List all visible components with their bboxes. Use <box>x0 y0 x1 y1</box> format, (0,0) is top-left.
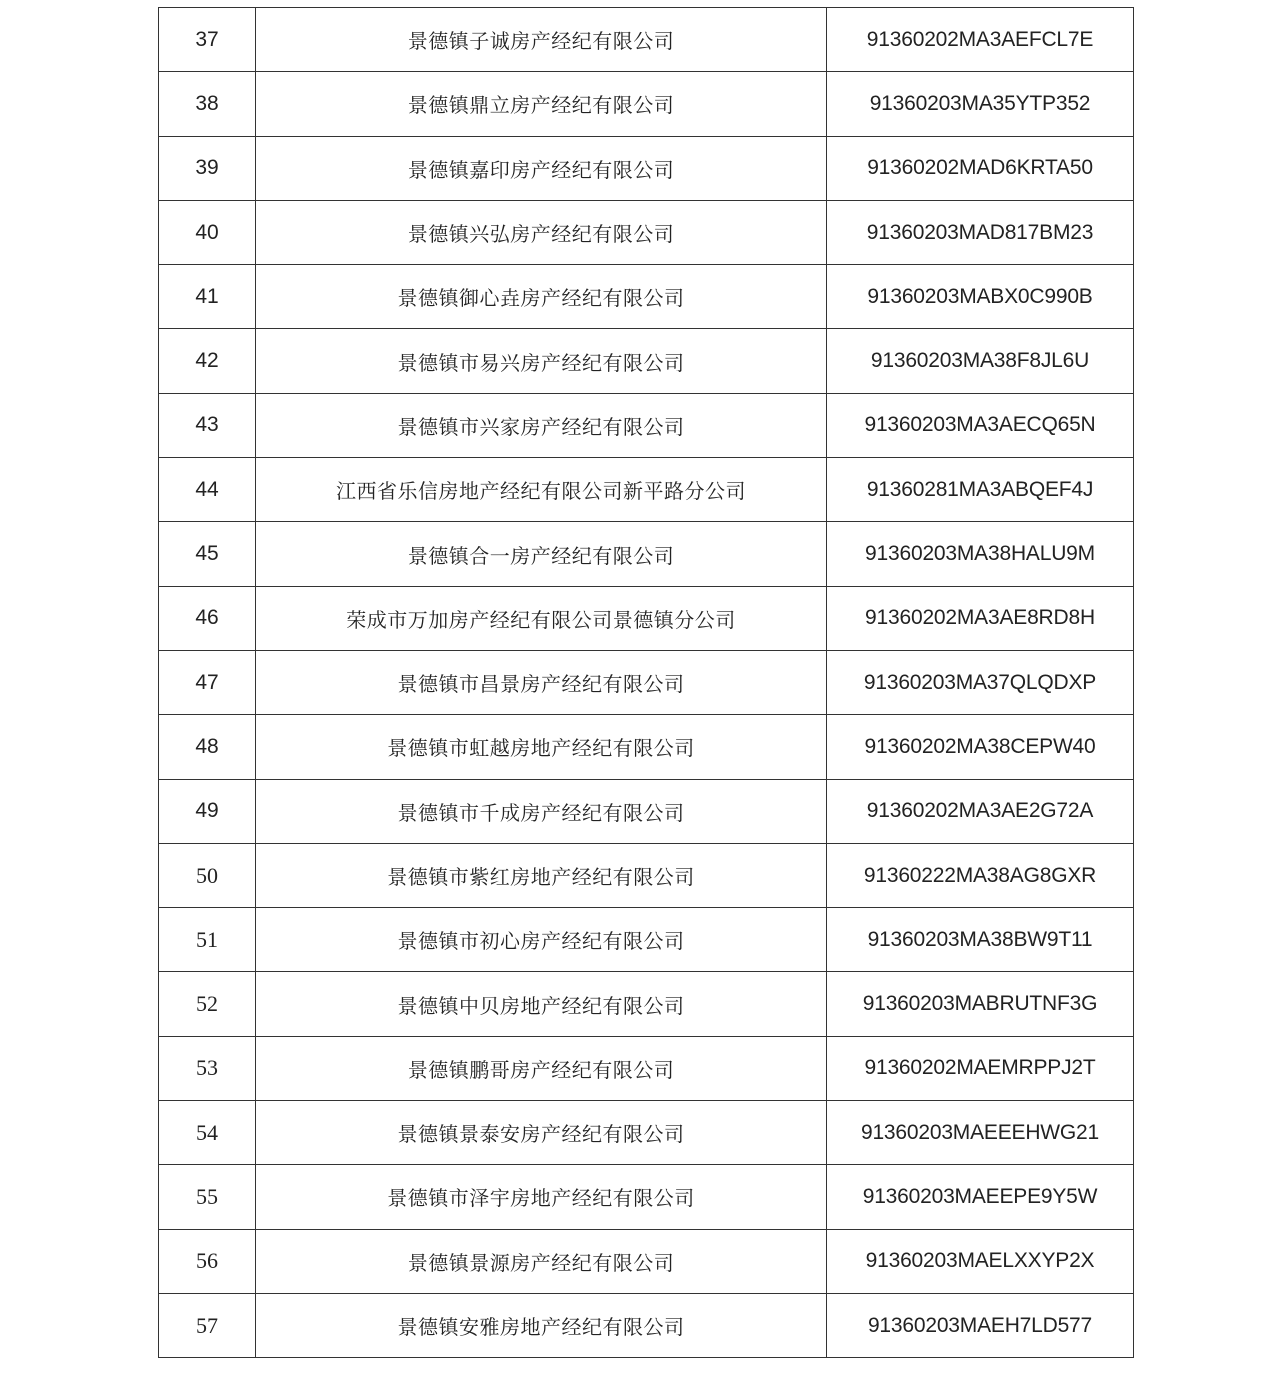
company-name-cell: 景德镇市泽宇房地产经纪有限公司 <box>256 1165 827 1229</box>
credit-code-cell: 91360203MA38BW9T11 <box>827 908 1134 972</box>
row-index-cell: 40 <box>159 200 256 264</box>
row-index-cell: 56 <box>159 1229 256 1293</box>
table-row <box>159 1165 1134 1229</box>
row-index-cell: 55 <box>159 1165 256 1229</box>
company-name-cell: 景德镇嘉印房产经纪有限公司 <box>256 136 827 200</box>
row-index-cell: 57 <box>159 1293 256 1357</box>
credit-code-cell: 91360222MA38AG8GXR <box>827 843 1134 907</box>
credit-code-cell: 91360203MAEEPE9Y5W <box>827 1165 1134 1229</box>
row-index-cell: 54 <box>159 1101 256 1165</box>
row-index-cell: 39 <box>159 136 256 200</box>
table-row <box>159 200 1134 264</box>
table-row <box>159 908 1134 972</box>
registry-table-container <box>158 7 1134 1358</box>
row-index-cell: 43 <box>159 393 256 457</box>
credit-code-cell: 91360203MA35YTP352 <box>827 72 1134 136</box>
company-name-cell: 荣成市万加房产经纪有限公司景德镇分公司 <box>256 586 827 650</box>
company-name-cell: 景德镇兴弘房产经纪有限公司 <box>256 200 827 264</box>
table-row <box>159 265 1134 329</box>
row-index-cell: 49 <box>159 779 256 843</box>
credit-code-cell: 91360281MA3ABQEF4J <box>827 458 1134 522</box>
company-name-cell: 景德镇市千成房产经纪有限公司 <box>256 779 827 843</box>
row-index-cell: 46 <box>159 586 256 650</box>
company-name-cell: 景德镇市兴家房产经纪有限公司 <box>256 393 827 457</box>
table-row <box>159 458 1134 522</box>
credit-code-cell: 91360202MA38CEPW40 <box>827 715 1134 779</box>
credit-code-cell: 91360203MABX0C990B <box>827 265 1134 329</box>
table-row <box>159 1101 1134 1165</box>
credit-code-cell: 91360202MA3AE8RD8H <box>827 586 1134 650</box>
table-row <box>159 72 1134 136</box>
credit-code-cell: 91360202MAEMRPPJ2T <box>827 1036 1134 1100</box>
row-index-cell: 44 <box>159 458 256 522</box>
row-index-cell: 47 <box>159 650 256 714</box>
credit-code-cell: 91360203MAELXXYP2X <box>827 1229 1134 1293</box>
row-index-cell: 37 <box>159 8 256 72</box>
table-row <box>159 715 1134 779</box>
table-row <box>159 843 1134 907</box>
table-row <box>159 779 1134 843</box>
credit-code-cell: 91360202MA3AEFCL7E <box>827 8 1134 72</box>
row-index-cell: 38 <box>159 72 256 136</box>
table-row <box>159 8 1134 72</box>
company-name-cell: 景德镇子诚房产经纪有限公司 <box>256 8 827 72</box>
company-name-cell: 景德镇市易兴房产经纪有限公司 <box>256 329 827 393</box>
company-registry-table <box>158 7 1134 1358</box>
table-row <box>159 1229 1134 1293</box>
credit-code-cell: 91360203MA3AECQ65N <box>827 393 1134 457</box>
table-body <box>159 8 1134 1358</box>
credit-code-cell: 91360203MAEEEHWG21 <box>827 1101 1134 1165</box>
credit-code-cell: 91360202MAD6KRTA50 <box>827 136 1134 200</box>
company-name-cell: 景德镇市初心房产经纪有限公司 <box>256 908 827 972</box>
credit-code-cell: 91360203MA38F8JL6U <box>827 329 1134 393</box>
table-row <box>159 522 1134 586</box>
row-index-cell: 52 <box>159 972 256 1036</box>
table-row <box>159 972 1134 1036</box>
company-name-cell: 景德镇市虹越房地产经纪有限公司 <box>256 715 827 779</box>
company-name-cell: 景德镇合一房产经纪有限公司 <box>256 522 827 586</box>
table-row <box>159 329 1134 393</box>
table-row <box>159 586 1134 650</box>
credit-code-cell: 91360203MA38HALU9M <box>827 522 1134 586</box>
row-index-cell: 41 <box>159 265 256 329</box>
company-name-cell: 景德镇景泰安房产经纪有限公司 <box>256 1101 827 1165</box>
row-index-cell: 42 <box>159 329 256 393</box>
credit-code-cell: 91360202MA3AE2G72A <box>827 779 1134 843</box>
table-row <box>159 393 1134 457</box>
company-name-cell: 景德镇安雅房地产经纪有限公司 <box>256 1293 827 1357</box>
row-index-cell: 48 <box>159 715 256 779</box>
company-name-cell: 江西省乐信房地产经纪有限公司新平路分公司 <box>256 458 827 522</box>
company-name-cell: 景德镇鹏哥房产经纪有限公司 <box>256 1036 827 1100</box>
company-name-cell: 景德镇御心垚房产经纪有限公司 <box>256 265 827 329</box>
row-index-cell: 45 <box>159 522 256 586</box>
table-row <box>159 1293 1134 1357</box>
company-name-cell: 景德镇市紫红房地产经纪有限公司 <box>256 843 827 907</box>
row-index-cell: 50 <box>159 843 256 907</box>
company-name-cell: 景德镇中贝房地产经纪有限公司 <box>256 972 827 1036</box>
table-row <box>159 136 1134 200</box>
company-name-cell: 景德镇景源房产经纪有限公司 <box>256 1229 827 1293</box>
table-row <box>159 650 1134 714</box>
row-index-cell: 53 <box>159 1036 256 1100</box>
credit-code-cell: 91360203MABRUTNF3G <box>827 972 1134 1036</box>
table-row <box>159 1036 1134 1100</box>
credit-code-cell: 91360203MAD817BM23 <box>827 200 1134 264</box>
credit-code-cell: 91360203MA37QLQDXP <box>827 650 1134 714</box>
company-name-cell: 景德镇鼎立房产经纪有限公司 <box>256 72 827 136</box>
company-name-cell: 景德镇市昌景房产经纪有限公司 <box>256 650 827 714</box>
credit-code-cell: 91360203MAEH7LD577 <box>827 1293 1134 1357</box>
row-index-cell: 51 <box>159 908 256 972</box>
